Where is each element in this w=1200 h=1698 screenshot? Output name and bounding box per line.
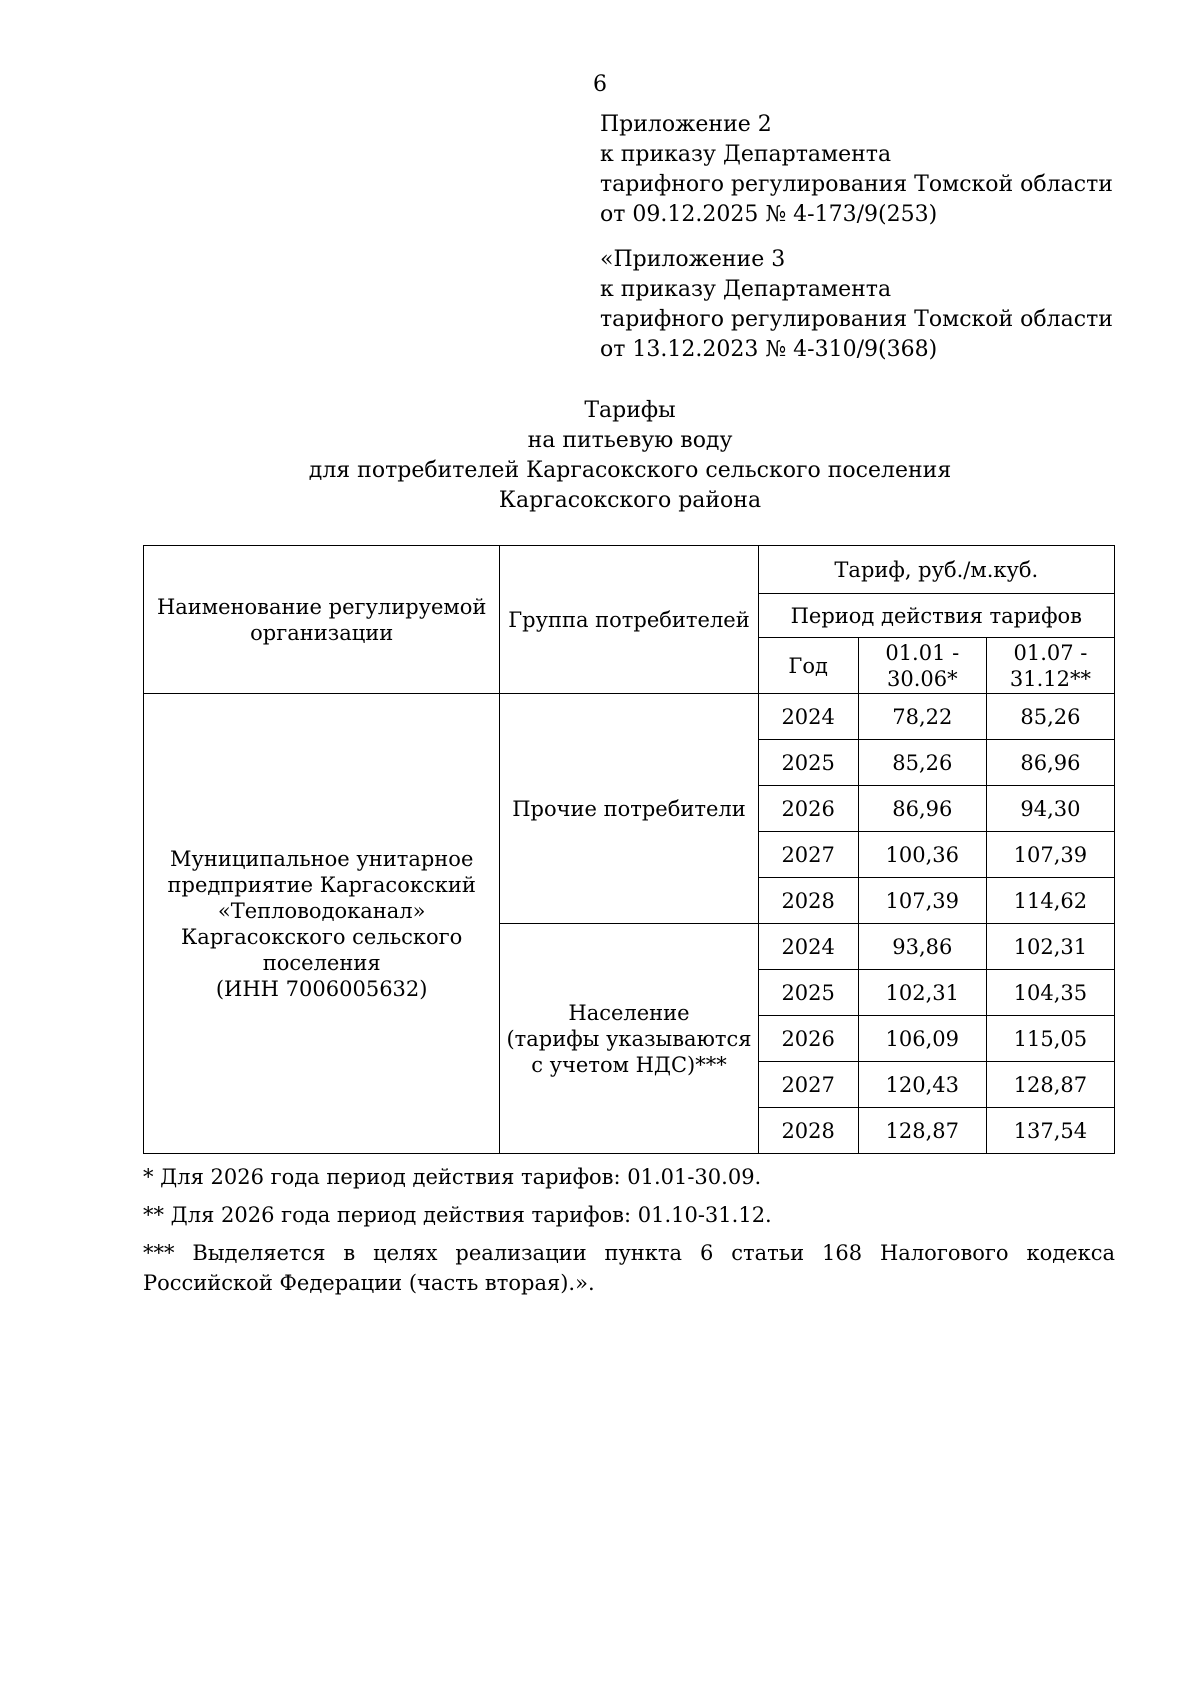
header-period-1: 01.01 - 30.06* [858, 638, 986, 694]
header-year: Год [758, 638, 858, 694]
footnote: ** Для 2026 года период действия тарифов: 01.10-31.12. [143, 1203, 772, 1227]
title-line: на питьевую воду [527, 428, 733, 453]
year-cell: 2028 [758, 1108, 858, 1154]
header-org: Наименование регулируемой организации [144, 546, 500, 694]
document-title [0, 396, 1200, 516]
year-cell: 2025 [758, 970, 858, 1016]
value-cell: 104,35 [986, 970, 1114, 1016]
amended-appendix-header [600, 245, 1113, 365]
page-number: 6 [593, 72, 607, 97]
group-cell-population [500, 924, 758, 1154]
title-line: Тарифы [584, 398, 676, 423]
org-name-line: предприятие Каргасокский [167, 872, 476, 897]
value-cell: 137,54 [986, 1108, 1114, 1154]
tariff-table [143, 545, 1115, 1154]
value-cell: 115,05 [986, 1016, 1114, 1062]
org-name-line: Каргасокского сельского [181, 924, 463, 949]
footnote: * Для 2026 года период действия тарифов: 01.01-30.09. [143, 1165, 762, 1189]
group-label-line: с учетом НДС)*** [531, 1052, 727, 1077]
org-name-line: Муниципальное унитарное [169, 846, 474, 871]
title-line: для потребителей Каргасокского сельского поселения [308, 458, 952, 483]
value-cell: 120,43 [858, 1062, 986, 1108]
value-cell: 93,86 [858, 924, 986, 970]
year-cell: 2024 [758, 694, 858, 740]
header-group: Группа потребителей [500, 546, 758, 694]
value-cell: 94,30 [986, 786, 1114, 832]
org-name-line: (ИНН 7006005632) [215, 976, 428, 1001]
value-cell: 102,31 [986, 924, 1114, 970]
year-cell: 2028 [758, 878, 858, 924]
year-cell: 2024 [758, 924, 858, 970]
footnotes [143, 1162, 1115, 1306]
org-name-cell [144, 694, 500, 1154]
amended-appendix-line: к приказу Департамента [600, 277, 892, 302]
year-cell: 2026 [758, 1016, 858, 1062]
value-cell: 114,62 [986, 878, 1114, 924]
value-cell: 102,31 [858, 970, 986, 1016]
group-label-line: Население [568, 1000, 690, 1025]
group-cell-other [500, 694, 758, 924]
group-label-line: (тарифы указываются [506, 1026, 752, 1051]
value-cell: 106,09 [858, 1016, 986, 1062]
footnote: *** Выделяется в целях реализации пункта 6 статьи 168 Налогового кодекса Российской Федерации (часть вторая).». [143, 1241, 1115, 1295]
appendix-header-line: тарифного регулирования Томской области [600, 172, 1113, 197]
org-name-line: поселения [262, 950, 381, 975]
year-cell: 2027 [758, 1062, 858, 1108]
org-name-line: «Тепловодоканал» [217, 898, 426, 923]
value-cell: 85,26 [986, 694, 1114, 740]
value-cell: 128,87 [858, 1108, 986, 1154]
amended-appendix-line: «Приложение 3 [600, 247, 786, 272]
value-cell: 107,39 [858, 878, 986, 924]
value-cell: 128,87 [986, 1062, 1114, 1108]
group-label-line: Прочие потребители [512, 796, 746, 821]
header-period-2: 01.07 - 31.12** [986, 638, 1114, 694]
value-cell: 85,26 [858, 740, 986, 786]
table-row [144, 694, 1115, 740]
title-line: Каргасокского района [498, 488, 762, 513]
header-period: Период действия тарифов [758, 594, 1114, 638]
value-cell: 78,22 [858, 694, 986, 740]
amended-appendix-line: от 13.12.2023 № 4-310/9(368) [600, 337, 938, 362]
appendix-header-line: Приложение 2 [600, 112, 772, 137]
appendix-header [600, 110, 1113, 230]
value-cell: 107,39 [986, 832, 1114, 878]
year-cell: 2026 [758, 786, 858, 832]
year-cell: 2025 [758, 740, 858, 786]
amended-appendix-line: тарифного регулирования Томской области [600, 307, 1113, 332]
year-cell: 2027 [758, 832, 858, 878]
appendix-header-line: от 09.12.2025 № 4-173/9(253) [600, 202, 938, 227]
value-cell: 100,36 [858, 832, 986, 878]
value-cell: 86,96 [986, 740, 1114, 786]
header-tariff: Тариф, руб./м.куб. [758, 546, 1114, 594]
appendix-header-line: к приказу Департамента [600, 142, 892, 167]
value-cell: 86,96 [858, 786, 986, 832]
